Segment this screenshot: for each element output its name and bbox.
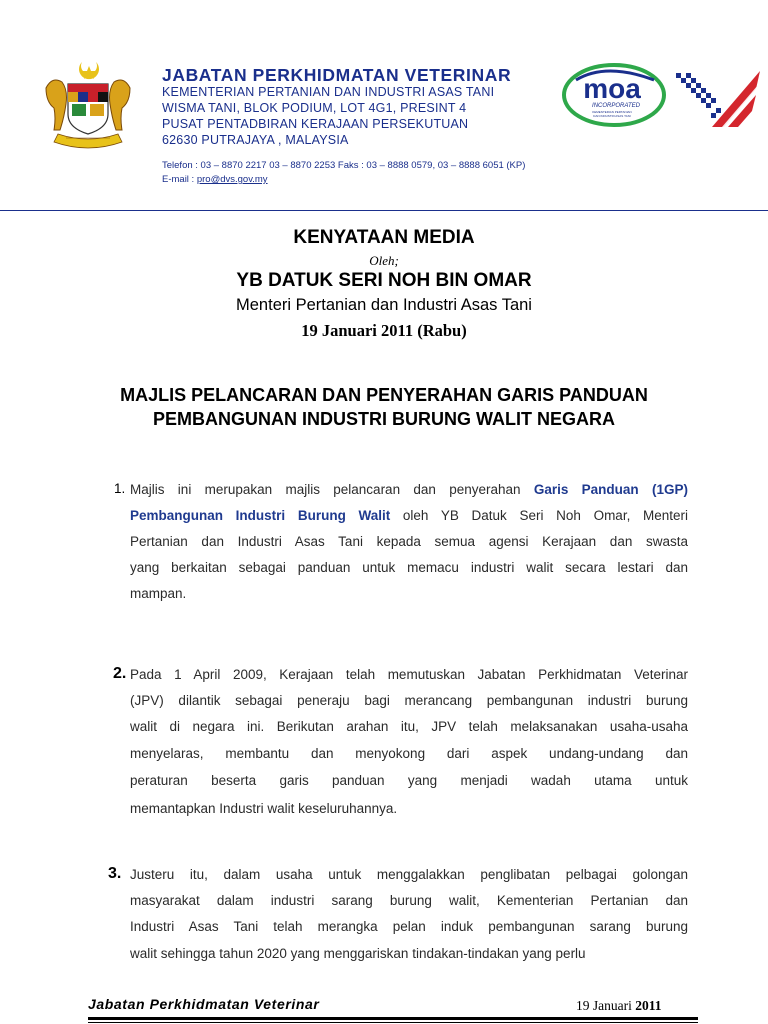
svg-text:DAN INDUSTRI ASAS TANI: DAN INDUSTRI ASAS TANI	[593, 114, 631, 118]
moa-incorporated-logo	[562, 62, 666, 128]
paragraph-1-line-5: mampan.	[130, 586, 187, 601]
statement-date: 19 Januari 2011 (Rabu)	[301, 321, 467, 340]
paragraph-2-line-2: (JPV) dilantik sebagai peneraju bagi merancang pembangunan industri burung	[130, 693, 688, 708]
footer-date-text: 19 Januari	[576, 998, 636, 1013]
paragraph-3-line-4: walit sehingga tahun 2020 yang menggariskan tindakan-tindakan yang perlu	[130, 946, 586, 961]
moa-logo-text: moa	[583, 73, 641, 104]
paragraph-1-line-1-text: Majlis ini merupakan majlis pelancaran dan penyerahan	[130, 482, 534, 497]
address-line-1: KEMENTERIAN PERTANIAN DAN INDUSTRI ASAS TANI	[162, 85, 495, 99]
email-line	[162, 173, 268, 186]
speaker-name: YB DATUK SERI NOH BIN OMAR	[236, 270, 532, 291]
paragraph-3-line-3: Industri Asas Tani telah merangka pelan induk pembangunan sarang burung	[130, 919, 688, 934]
guideline-title-part-1: Garis Panduan (1GP)	[533, 482, 688, 497]
department-name: JABATAN PERKHIDMATAN VETERINAR	[162, 65, 512, 85]
moa-logo-subtext: INCORPORATED	[592, 103, 640, 109]
address-line-3: PUSAT PENTADBIRAN KERAJAAN PERSEKUTUAN	[162, 117, 469, 131]
paragraph-1-line-3: Pertanian dan Industri Asas Tani kepada semua agensi Kerajaan dan swasta	[130, 534, 688, 549]
paragraph-2-line-1: Pada 1 April 2009, Kerajaan telah memutuskan Jabatan Perkhidmatan Veterinar	[130, 667, 688, 682]
paragraph-2-line-3: walit di negara ini. Berikutan arahan itu, JPV telah melaksanakan usaha-usaha	[130, 719, 688, 734]
footer-department: Jabatan Perkhidmatan Veterinar	[88, 996, 320, 1012]
guideline-title-part-2: Pembangunan Industri Burung Walit	[130, 508, 391, 523]
footer-date	[576, 998, 662, 1014]
phone-fax-line: Telefon : 03 – 8870 2217 03 – 8870 2253 Faks : 03 – 8888 0579, 03 – 8888 6051 (KP)	[162, 160, 526, 171]
footer-year: 2011	[635, 998, 662, 1013]
paragraph-1-line-1	[130, 481, 688, 499]
email-link[interactable]: pro@dvs.gov.my	[196, 174, 268, 185]
paragraph-1-line-4: yang berkaitan sebagai panduan untuk memacu industri walit secara lestari dan	[130, 560, 688, 575]
address-line-2: WISMA TANI, BLOK PODIUM, LOT 4G1, PRESINT 4	[162, 101, 467, 115]
paragraph-1-number: 1.	[114, 481, 126, 496]
malaysia-flag-logo	[672, 67, 762, 137]
email-label: E-mail :	[162, 174, 195, 185]
paragraph-2-line-5: peraturan beserta garis panduan yang menjadi wadah utama untuk	[130, 773, 688, 788]
paragraph-1-line-2-text: oleh YB Datuk Seri Noh Omar, Menteri	[390, 508, 689, 523]
footer-rule-thick	[88, 1017, 698, 1020]
by-label: Oleh;	[369, 253, 399, 268]
subject-line-1: MAJLIS PELANCARAN DAN PENYERAHAN GARIS PANDUAN	[120, 385, 648, 405]
speaker-role: Menteri Pertanian dan Industri Asas Tani	[236, 296, 532, 314]
paragraph-2-line-4: menyelaras, membantu dan menyokong dari aspek undang-undang dan	[130, 746, 688, 761]
paragraph-2-number: 2.	[113, 665, 127, 682]
paragraph-1-line-2	[130, 507, 688, 525]
footer-rule-thin	[88, 1022, 698, 1023]
subject-line-2: PEMBANGUNAN INDUSTRI BURUNG WALIT NEGARA	[153, 409, 615, 429]
header-divider	[0, 210, 768, 211]
document-heading: KENYATAAN MEDIA	[293, 227, 475, 248]
paragraph-3-line-2: masyarakat dalam industri sarang burung walit, Kementerian Pertanian dan	[130, 893, 688, 908]
paragraph-3-number: 3.	[108, 865, 122, 882]
coat-of-arms-logo	[38, 58, 138, 150]
svg-text:KEMENTERIAN PERTANIAN: KEMENTERIAN PERTANIAN	[592, 110, 632, 114]
paragraph-2-line-6: memantapkan Industri walit keseluruhannya.	[130, 801, 398, 816]
address-line-4: 62630 PUTRAJAYA , MALAYSIA	[162, 133, 349, 147]
paragraph-3-line-1: Justeru itu, dalam usaha untuk menggalakkan penglibatan pelbagai golongan	[130, 867, 688, 882]
